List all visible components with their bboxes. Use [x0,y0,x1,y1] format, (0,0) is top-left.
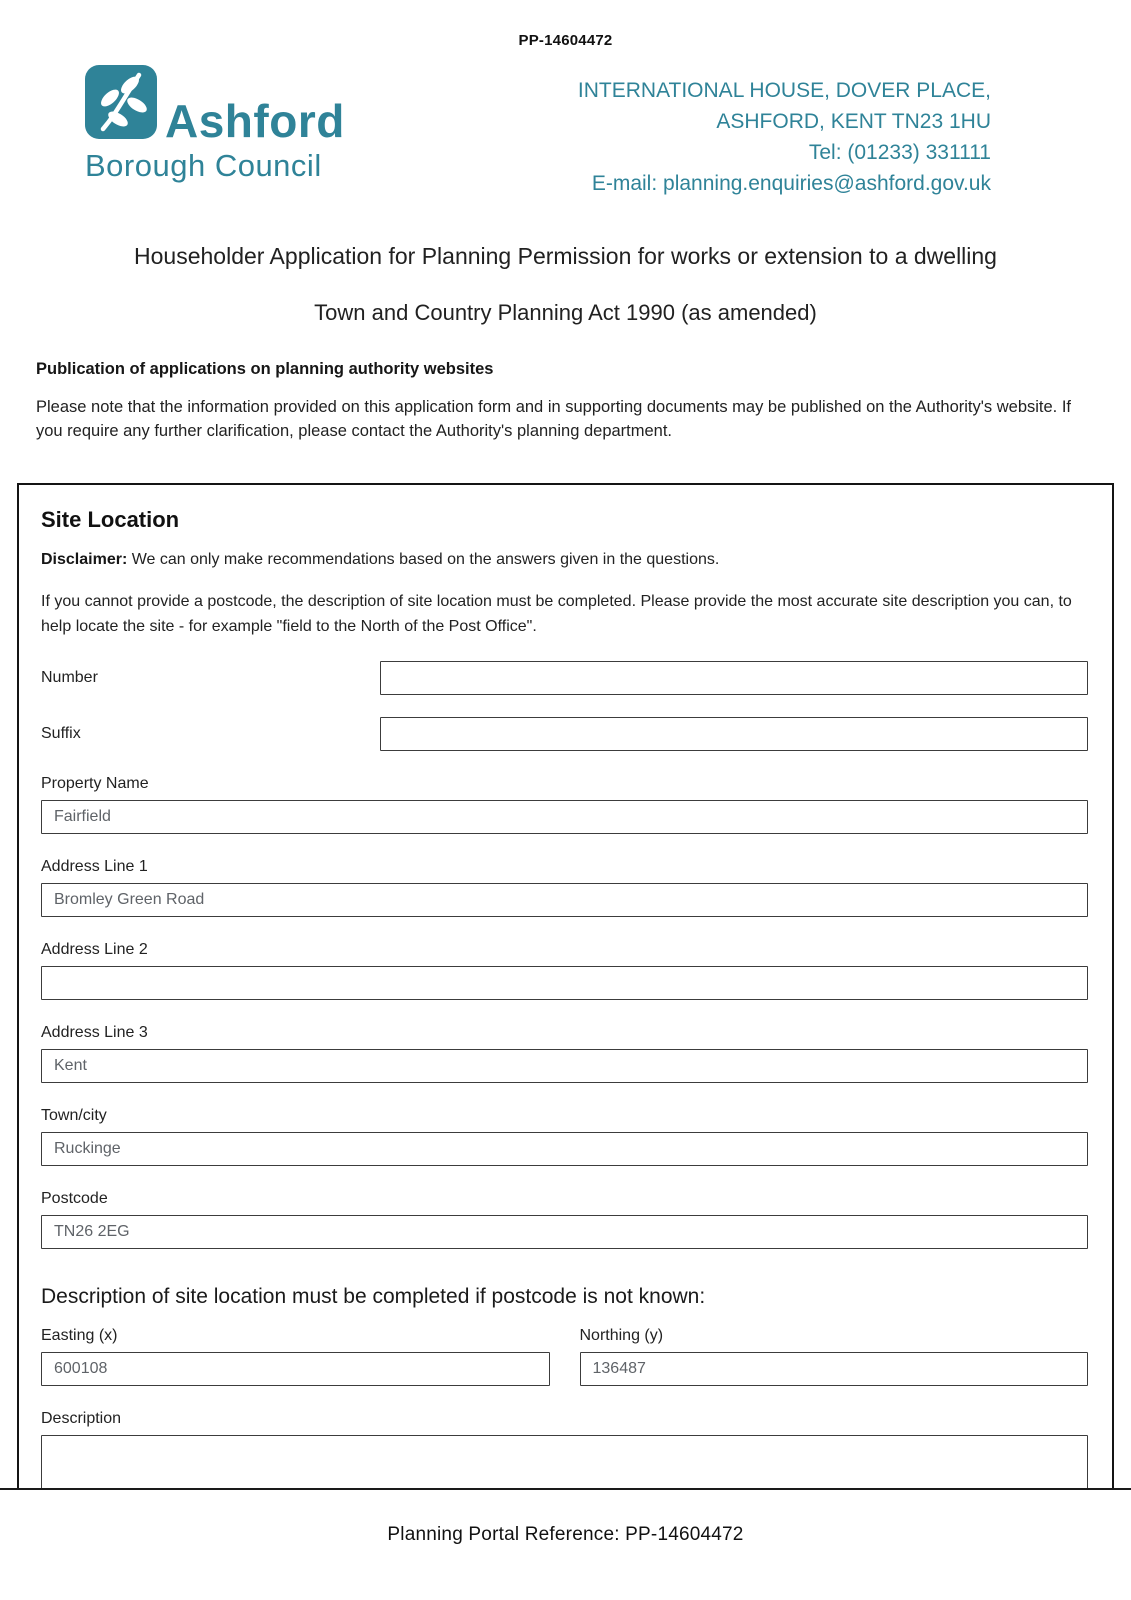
planning-portal-reference: Planning Portal Reference: PP-14604472 [387,1524,744,1545]
address-line-2-label: Address Line 2 [41,941,148,958]
suffix-label: Suffix [41,725,81,742]
northing-field [580,1327,1089,1386]
northing-input[interactable] [580,1352,1089,1386]
address-line-3-field [41,1024,1088,1083]
suffix-input[interactable] [380,717,1088,751]
suffix-row [41,717,1088,751]
section-title: Site Location [41,507,180,532]
description-textarea[interactable] [41,1435,1088,1488]
council-name-subtitle: Borough Council [85,148,322,183]
coordinates-row [41,1327,1088,1386]
contact-line-address-2: ASHFORD, KENT TN23 1HU [716,110,991,133]
easting-field [41,1327,550,1386]
description-requirement-heading: Description of site location must be completed if postcode is not known: [41,1285,706,1308]
site-location-intro: If you cannot provide a postcode, the description of site location must be completed. Please provide the most accurate site description you can, to help locate the site - for example "field to the North of the Post Office". [41,593,1072,635]
publication-heading: Publication of applications on planning authority websites [36,360,494,378]
postcode-label: Postcode [41,1190,108,1207]
postcode-input[interactable] [41,1215,1088,1249]
ash-leaf-icon [85,65,157,144]
disclaimer [41,551,1088,569]
northing-label: Northing (y) [579,1327,664,1344]
town-city-input[interactable] [41,1132,1088,1166]
property-name-field [41,775,1088,834]
description-label: Description [41,1410,122,1427]
form-title: Householder Application for Planning Permission for works or extension to a dwelling [134,243,997,269]
property-name-input[interactable] [41,800,1088,834]
number-input[interactable] [380,661,1088,695]
property-name-label: Property Name [41,775,149,792]
contact-line-email: E-mail: planning.enquiries@ashford.gov.uk [591,172,991,195]
address-line-3-input[interactable] [41,1049,1088,1083]
address-line-2-field [41,941,1088,1000]
address-line-2-input[interactable] [41,966,1088,1000]
council-logo-top [85,65,345,147]
postcode-field [41,1190,1088,1249]
easting-label: Easting (x) [41,1327,118,1344]
description-field [41,1410,1088,1488]
page-header [0,49,1131,199]
council-name: Ashford [165,95,345,147]
form-subtitle: Town and Country Planning Act 1990 (as amended) [314,300,817,325]
number-row [41,661,1088,695]
address-line-1-field [41,858,1088,917]
disclaimer-text: We can only make recommendations based on the answers given in the questions. [131,551,720,568]
contact-line-telephone: Tel: (01233) 331111 [808,141,991,164]
town-city-field [41,1107,1088,1166]
publication-body: Please note that the information provided on this application form and in supporting documents may be published on the Authority's website. If you require any further clarification, please contact the Authority's planning department. [36,398,1072,440]
page-break-line [0,1488,1131,1490]
easting-input[interactable] [41,1352,550,1386]
number-label: Number [41,669,98,686]
application-reference: PP-14604472 [518,32,613,49]
address-line-1-label: Address Line 1 [41,858,148,875]
town-city-label: Town/city [41,1107,107,1124]
site-location-section [17,483,1114,1488]
address-line-3-label: Address Line 3 [41,1024,148,1041]
disclaimer-label: Disclaimer: [41,551,128,568]
council-contact-info [578,65,991,199]
contact-line-address-1: INTERNATIONAL HOUSE, DOVER PLACE, [577,79,991,102]
address-line-1-input[interactable] [41,883,1088,917]
council-logo [85,65,345,184]
